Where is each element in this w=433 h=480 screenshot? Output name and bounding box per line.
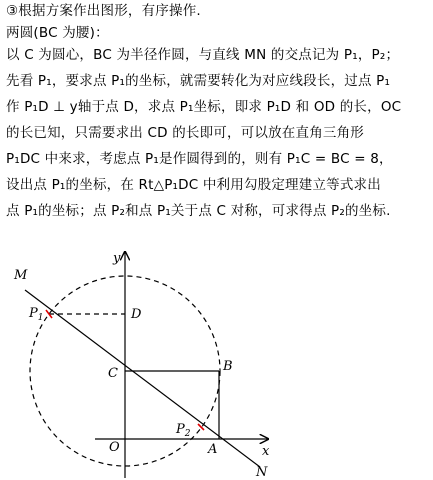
paragraph-line-2: 先看 P₁，要求点 P₁的坐标，就需要转化为对应线段长，过点 P₁ xyxy=(6,73,391,89)
label-D: D xyxy=(131,307,142,322)
label-C: C xyxy=(108,366,118,381)
heading-line: ③根据方案作出图形，有序操作. xyxy=(6,3,201,19)
paragraph-line-4: 的长已知，只需要求出 CD 的长即可，可以放在直角三角形 xyxy=(6,125,365,141)
label-M: M xyxy=(14,268,28,283)
paragraph-line-7: 点 P₁的坐标；点 P₂和点 P₁关于点 C 对称，可求得点 P₂的坐标. xyxy=(6,203,391,219)
label-x: x xyxy=(262,444,270,459)
label-P1: $P_1$ xyxy=(29,306,44,323)
paragraph-line-3: 作 P₁D ⊥ y轴于点 D，求点 P₁坐标，即求 P₁D 和 OD 的长，OC xyxy=(6,99,402,115)
paragraph-line-1: 以 C 为圆心，BC 为半径作圆，与直线 MN 的交点记为 P₁，P₂； xyxy=(6,47,400,63)
label-O: O xyxy=(109,440,120,455)
paragraph-line-5: P₁DC 中来求，考虑点 P₁是作圆得到的，则有 P₁C = BC = 8， xyxy=(6,151,393,167)
label-N: N xyxy=(256,465,268,480)
label-B: B xyxy=(223,359,233,374)
label-y: y xyxy=(113,251,121,266)
case-title-line: 两圆(BC 为腰)： xyxy=(6,25,109,41)
paragraph-line-6: 设出点 P₁的坐标，在 Rt△P₁DC 中利用勾股定理建立等式求出 xyxy=(6,177,381,193)
label-P2: $P_2$ xyxy=(176,422,191,439)
label-A: A xyxy=(208,442,218,457)
